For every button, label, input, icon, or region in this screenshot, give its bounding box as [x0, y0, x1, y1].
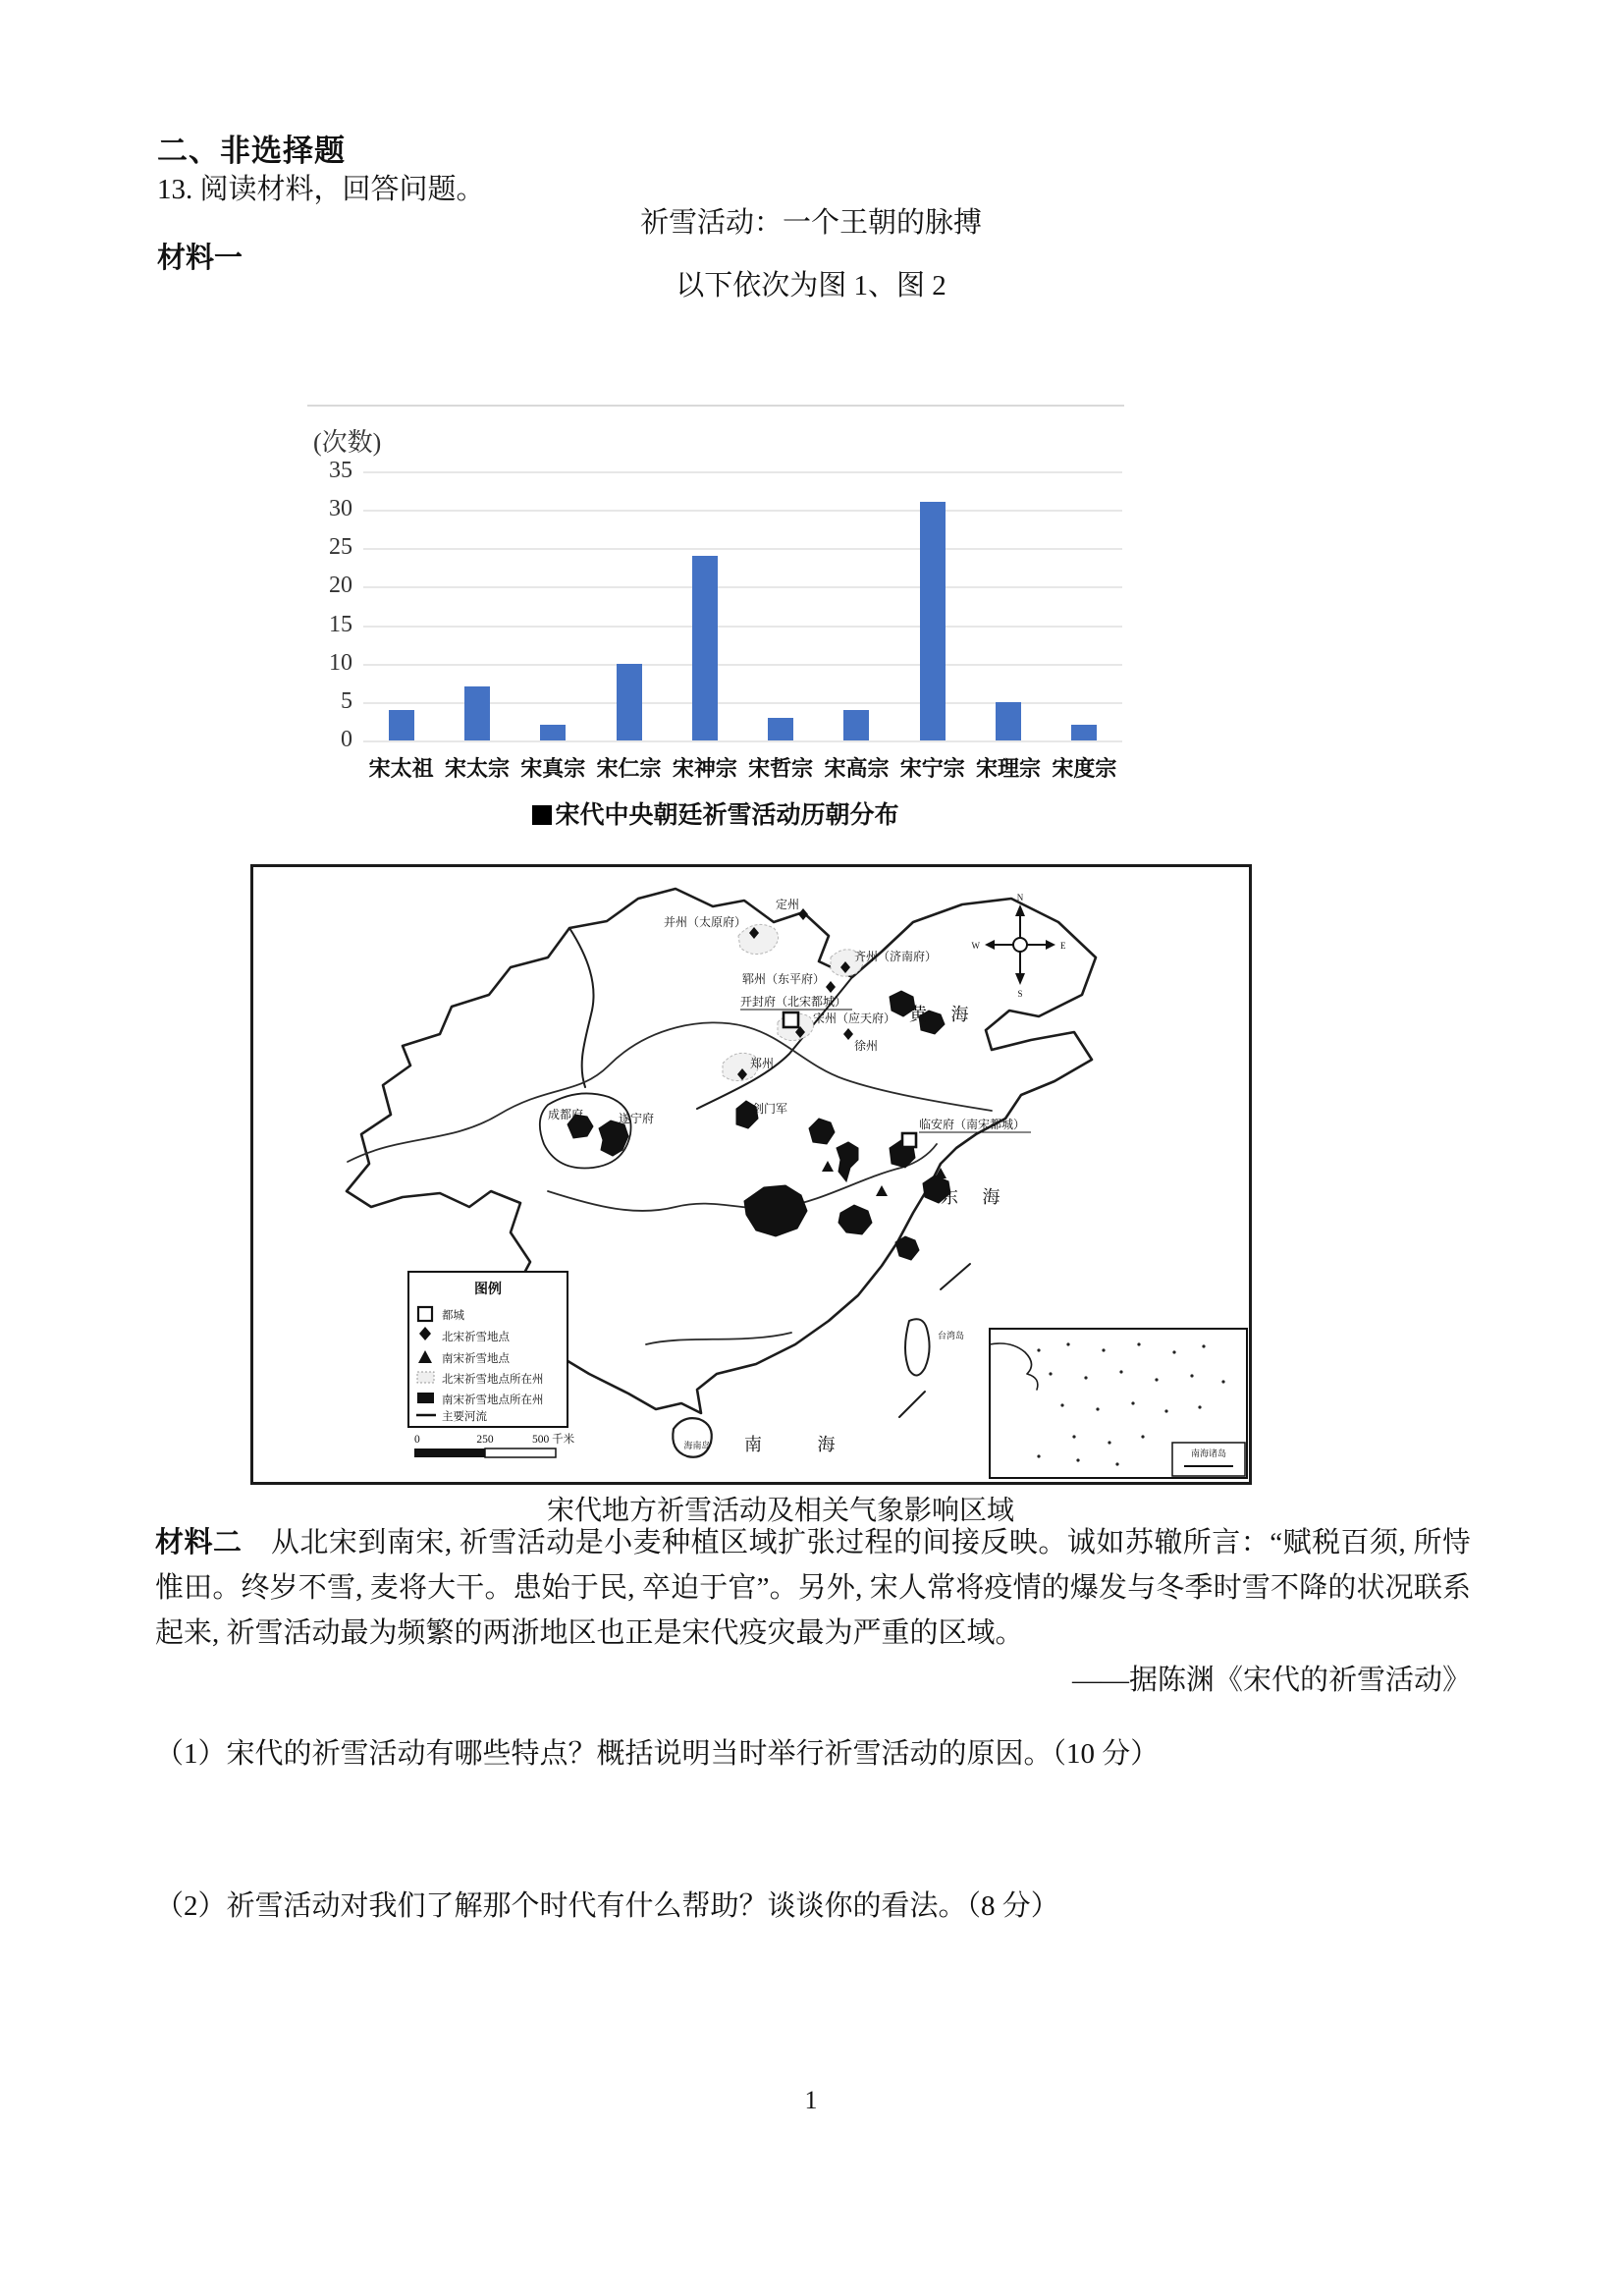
bar-宋仁宗 [617, 664, 642, 740]
compass-rose [972, 893, 1067, 999]
place-label: 徐州 [854, 1039, 879, 1053]
ss-prefecture-region [744, 1185, 807, 1236]
y-axis-tick: 0 [341, 727, 352, 752]
x-axis-label: 宋真宗 [520, 756, 586, 781]
south-sea-label: 南 海 [744, 1435, 861, 1454]
gridline [363, 626, 1122, 628]
compass-e: E [1060, 941, 1066, 951]
place-label: 宋州（应天府） [813, 1011, 896, 1025]
bar-宋太宗 [464, 686, 490, 740]
question-1: （1）宋代的祈雪活动有哪些特点？概括说明当时举行祈雪活动的原因。（10 分） [155, 1738, 1160, 1770]
question-intro: 13. 阅读材料，回答问题。 [157, 174, 485, 205]
section-heading: 二、非选择题 [157, 134, 346, 169]
legend-capital-label: 都城 [442, 1310, 464, 1322]
x-axis-label: 宋太宗 [444, 756, 510, 781]
hainan-label: 海南岛 [683, 1441, 711, 1450]
document-title: 祈雪活动：一个王朝的脉搏 [639, 207, 982, 239]
source-attribution: ——据陈渊《宋代的祈雪活动》 [1071, 1665, 1471, 1696]
y-axis-tick: 35 [329, 458, 352, 483]
place-label: 遂宁府 [619, 1112, 655, 1125]
scale-zero: 0 [414, 1434, 420, 1446]
bar-宋哲宗 [768, 718, 793, 740]
bar-宋高宗 [843, 710, 869, 740]
x-axis-label: 宋理宗 [976, 756, 1042, 781]
east-sea-label: 东 海 [941, 1187, 1010, 1207]
boundary-dash [941, 1264, 970, 1289]
place-label: 齐州（济南府） [854, 950, 938, 963]
scale-mid: 250 [476, 1434, 494, 1446]
legend-label: 宋代中央朝廷祈雪活动历朝分布 [555, 802, 899, 829]
y-axis-tick: 30 [329, 496, 352, 522]
taiwan-label: 台湾岛 [938, 1331, 965, 1340]
ss-prefecture-region [838, 1205, 872, 1234]
chart-legend [307, 795, 1124, 831]
x-axis-label: 宋仁宗 [596, 756, 662, 781]
legend-ns-prefecture-label: 北宋祈雪地点所在州 [442, 1374, 544, 1386]
map-scale-bar [414, 1432, 575, 1457]
song-dynasty-map [250, 864, 1252, 1485]
x-axis-label: 宋宁宗 [899, 756, 965, 781]
yangtze-river [548, 1144, 937, 1211]
compass-n: N [1016, 893, 1024, 902]
x-axis-label: 宋高宗 [824, 756, 890, 781]
place-label: 定州 [775, 898, 799, 911]
place-label: 剑门军 [752, 1102, 788, 1116]
material1-label: 材料一 [157, 241, 243, 274]
y-axis-tick: 15 [329, 611, 352, 637]
place-label: 成都府 [547, 1108, 583, 1121]
x-axis-label: 宋度宗 [1052, 756, 1117, 781]
legend-capital-icon [418, 1307, 432, 1321]
place-label: 开封府（北宋都城） [740, 995, 847, 1009]
gridline [363, 510, 1122, 512]
legend-ns-prefecture-icon [417, 1372, 434, 1383]
scale-segment-white [485, 1449, 556, 1457]
gridline [363, 471, 1122, 473]
material2-text: 从北宋到南宋, 祈雪活动是小麦种植区域扩张过程的间接反映。诚如苏辙所言：“赋税百须, 所恃惟田。终岁不雪, 麦将大干。患始于民, 卒迫于官”。另外, 宋人常将疫情的爆发与冬季时雪不降的状况联系起来, 祈雪活动最为频繁的两浙地区也正是宋代疫灾最为严重的区域。 [155, 1527, 1471, 1649]
map-caption: 宋代地方祈雪活动及相关气象影响区域 [546, 1496, 1014, 1526]
south-river [646, 1333, 791, 1344]
hainan-island [673, 1418, 712, 1457]
map-legend [408, 1272, 568, 1427]
y-axis-tick: 25 [329, 534, 352, 561]
place-label: 郓州（东平府） [741, 972, 825, 986]
gridline [363, 664, 1122, 666]
x-axis-label: 宋哲宗 [748, 756, 814, 781]
bar-宋宁宗 [920, 502, 946, 740]
nanhai-inset-label: 南海诸岛 [1190, 1449, 1227, 1458]
kaifeng-capital-marker [784, 1012, 798, 1027]
yellow-river [348, 1022, 992, 1162]
ss-prefecture-region [837, 1142, 858, 1181]
y-axis-tick: 5 [341, 687, 352, 714]
question-2: （2）祈雪活动对我们了解那个时代有什么帮助？谈谈你的看法。（8 分） [155, 1890, 1059, 1922]
page-number: 1 [804, 2086, 818, 2114]
bar-宋神宗 [692, 556, 718, 740]
linan-capital-marker [902, 1133, 916, 1147]
scale-end: 500 千米 [532, 1434, 575, 1446]
compass-s: S [1017, 989, 1023, 999]
y-axis-tick: 20 [329, 573, 352, 599]
place-label: 郑州 [750, 1057, 775, 1070]
ss-prefecture-region [809, 1119, 835, 1144]
legend-swatch-icon [532, 805, 552, 825]
yellow-sea-label: 黄 海 [909, 1005, 979, 1024]
legend-ss-prefecture-label: 南宋祈雪地点所在州 [442, 1394, 544, 1406]
bar-宋太祖 [389, 710, 414, 740]
map-legend-title: 图例 [474, 1283, 502, 1297]
gridline [363, 548, 1122, 550]
boundary-dash [899, 1392, 925, 1417]
figures-note: 以下依次为图 1、图 2 [676, 270, 946, 301]
scale-segment-black [414, 1449, 485, 1457]
bar-chart [307, 405, 1124, 847]
compass-w: W [971, 941, 980, 951]
bar-宋理宗 [996, 702, 1021, 740]
place-label: 并州（太原府） [663, 915, 746, 929]
map-svg [253, 867, 1249, 1482]
bar-宋真宗 [540, 725, 566, 740]
legend-ss-prefecture-icon [417, 1393, 434, 1403]
y-axis-tick: 10 [329, 649, 352, 676]
x-axis-label: 宋太祖 [368, 756, 434, 781]
bar-宋度宗 [1071, 725, 1097, 740]
legend-ss-site-label: 南宋祈雪地点 [442, 1353, 510, 1365]
y-axis-unit-label: (次数) [313, 428, 382, 457]
legend-river-label: 主要河流 [442, 1411, 487, 1423]
gridline [363, 586, 1122, 588]
material2-paragraph [155, 1520, 1471, 1656]
legend-ns-site-label: 北宋祈雪地点 [442, 1332, 510, 1343]
material2-label: 材料二 [155, 1527, 243, 1558]
x-axis-label: 宋神宗 [672, 756, 737, 781]
gridline [363, 740, 1122, 742]
ss-prefecture-region [895, 1236, 919, 1260]
taiwan-island [905, 1319, 930, 1375]
nanhai-inset [990, 1329, 1247, 1478]
place-label: 临安府（南宋都城） [919, 1118, 1026, 1131]
